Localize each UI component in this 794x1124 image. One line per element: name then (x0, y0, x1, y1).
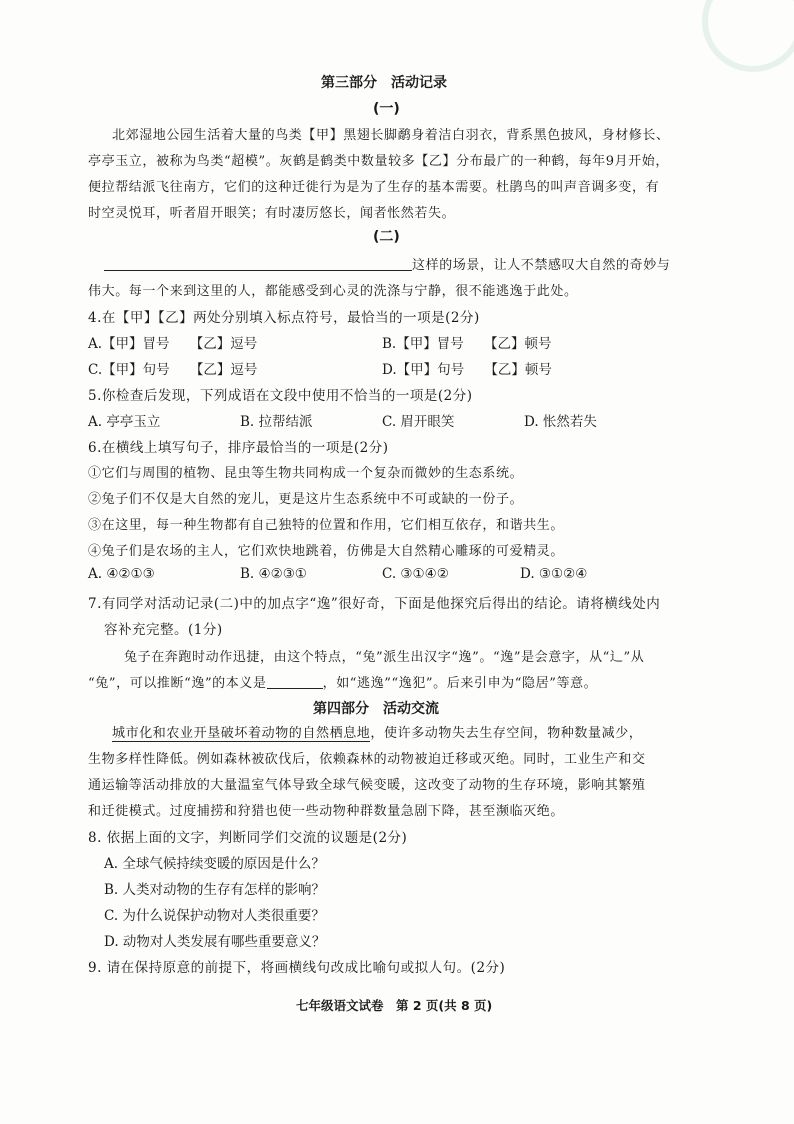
question-7-stem: 容补充完整。(1分) (104, 622, 223, 638)
section1-heading: (一) (373, 101, 400, 117)
passage3-line: 生物多样性降低。例如森林被砍伐后，依赖森林的动物被迫迁移或灭绝。同时，工业生产和交 (88, 752, 646, 767)
question-4-option-a[interactable]: A.【甲】冒号 【乙】逗号 (88, 336, 258, 352)
question-6-sentence-4: ④兔子们是农场的主人，它们欢快地跳着，仿佛是大自然精心雕琢的可爱精灵。 (88, 544, 565, 559)
question-5-option-b[interactable]: B. 拉帮结派 (240, 414, 313, 430)
question-4-option-d[interactable]: D.【甲】句号 【乙】顿号 (382, 362, 552, 378)
passage1-line: 便拉帮结派飞往南方，它们的这种迁徙行为是为了生存的基本需要。杜鹃鸟的叫声音调多变，有 (88, 180, 660, 195)
question-6-option-c[interactable]: C. ③①④② (382, 566, 449, 582)
question-4-option-c[interactable]: C.【甲】句号 【乙】逗号 (88, 362, 258, 378)
passage3-line: 通运输等活动排放的大量温室气体导致全球气候变暖，这改变了动物的生存环境，影响其繁殖 (88, 778, 646, 793)
question-7-stem: 7.有同学对活动记录(二)中的加点字“逸”很好奇，下面是他探究后得出的结论。请将横线处内 (88, 596, 661, 612)
part3-title: 第三部分 活动记录 (321, 75, 447, 91)
passage1-line: 北郊湿地公园生活着大量的鸟类【甲】黑翅长脚鹬身着洁白羽衣，背系黑色披风，身材修长、 (112, 128, 670, 143)
question-8-stem: 8. 依据上面的文字，判断同学们交流的议题是(2分) (88, 830, 408, 846)
fill-blank[interactable] (104, 258, 412, 271)
question-8-option-a[interactable]: A. 全球气候持续变暖的原因是什么？ (104, 856, 325, 872)
question-8-option-d[interactable]: D. 动物对人类发展有哪些重要意义？ (104, 934, 326, 950)
passage2-line: 这样的场景，让人不禁感叹大自然的奇妙与 (104, 254, 670, 273)
question-5-option-d[interactable]: D. 怅然若失 (524, 414, 597, 430)
question-5-option-c[interactable]: C. 眉开眼笑 (382, 414, 455, 430)
question-4-stem: 4.在【甲】【乙】两处分别填入标点符号，最恰当的一项是(2分) (88, 310, 480, 326)
question-6-sentence-1: ①它们与周围的植物、昆虫等生物共同构成一个复杂而微妙的生态系统。 (88, 466, 524, 481)
question-4-option-b[interactable]: B.【甲】冒号 【乙】顿号 (382, 336, 552, 352)
passage1-line: 时空灵悦耳，听者眉开眼笑；有时凄厉悠长，闻者怅然若失。 (88, 206, 456, 221)
passage2-line: 伟大。每一个来到这里的人，都能感受到心灵的洗涤与宁静，很不能逃逸于此处。 (88, 284, 578, 299)
question-8-option-b[interactable]: B. 人类对动物的生存有怎样的影响？ (104, 882, 326, 898)
page-footer: 七年级语文试卷 第 2 页(共 8 页) (296, 998, 493, 1013)
passage1-line: 亭亭玉立，被称为鸟类“超模”。灰鹤是鹤类中数量较多【乙】分布最广的一种鹤，每年9月开始， (88, 154, 669, 169)
question-9-stem: 9. 请在保持原意的前提下，将画横线句改成比喻句或拟人句。(2分) (88, 960, 506, 976)
underlined-sentence: 城市化和农业开垦破坏着动物的自然栖息地 (112, 726, 371, 741)
question-5-stem: 5.你检查后发现，下列成语在文段中使用不恰当的一项是(2分) (88, 388, 473, 404)
question-6-sentence-2: ②兔子们不仅是大自然的宠儿，更是这片生态系统中不可或缺的一份子。 (88, 492, 524, 507)
question-6-option-b[interactable]: B. ④②③① (240, 566, 307, 582)
answer-blank[interactable] (267, 676, 323, 689)
question-6-stem: 6.在横线上填写句子，排序最恰当的一项是(2分) (88, 440, 389, 456)
passage3-line: 城市化和农业开垦破坏着动物的自然栖息地，使许多动物失去生存空间，物种数量减少， (112, 726, 643, 741)
question-5-option-a[interactable]: A. 亭亭玉立 (88, 414, 161, 430)
question-6-option-d[interactable]: D. ③①②④ (520, 566, 588, 582)
question-6-sentence-3: ③在这里，每一种生物都有自己独特的位置和作用，它们相互依存，和谐共生。 (88, 518, 565, 533)
part4-title: 第四部分 活动交流 (313, 701, 439, 717)
section2-heading: (二) (373, 229, 400, 245)
question-6-option-a[interactable]: A. ④②①③ (88, 566, 155, 582)
question-8-option-c[interactable]: C. 为什么说保护动物对人类很重要？ (104, 908, 325, 924)
question-7-body: “兔”，可以推断“逸”的本义是 ，如“逃逸”“逸犯”。后来引申为“隐居”等意。 (88, 676, 598, 691)
question-7-body: 兔子在奔跑时动作迅捷，由这个特点，“兔”派生出汉字“逸”。“逸”是会意字，从“辶”从 (124, 650, 645, 665)
watermark-ring (702, 0, 794, 72)
passage3-line: 和迁徙模式。过度捕捞和狩猎也使一些动物种群数量急剧下降，甚至濒临灭绝。 (88, 804, 565, 819)
